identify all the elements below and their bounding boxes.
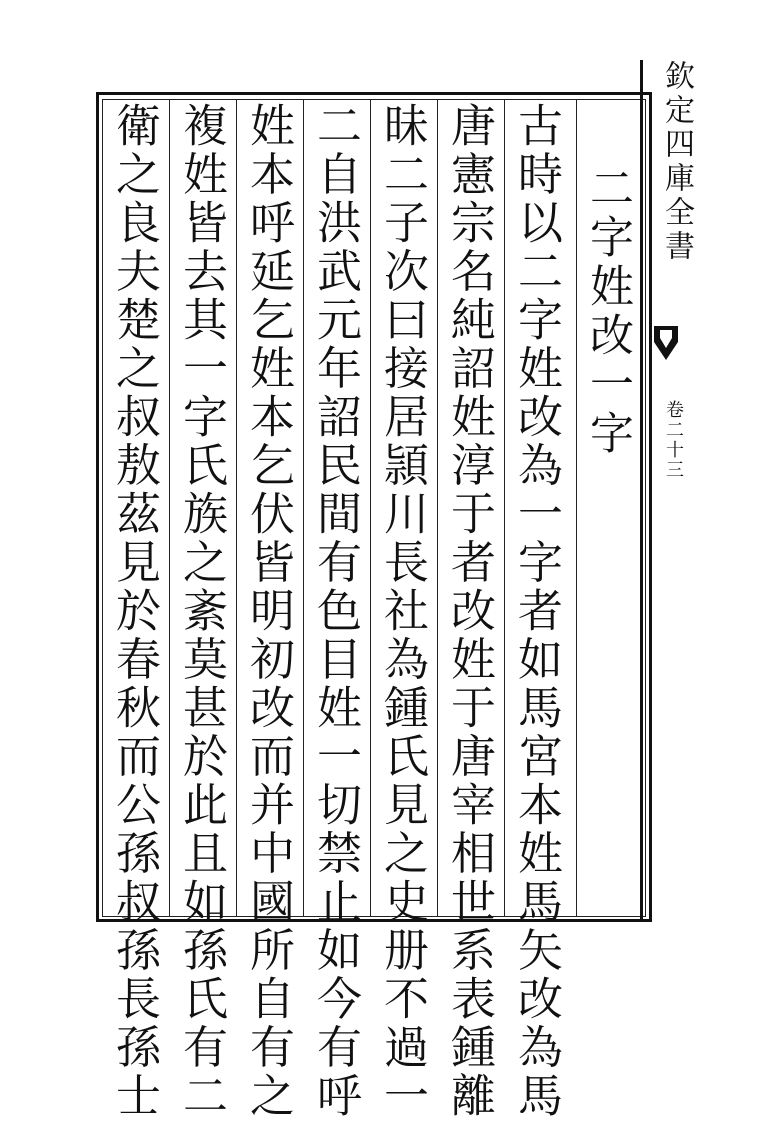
book-title: 欽定四庫全書 (659, 60, 694, 264)
column-rule (236, 99, 237, 917)
section-heading: 二字姓改一字 (582, 165, 633, 459)
column-rule (303, 99, 304, 917)
text-column: 複姓皆去其一字氏族之紊莫甚於此且如孫氏有二 (175, 102, 228, 1121)
fold-edge-rule (640, 60, 643, 920)
text-column: 唐憲宗名純詔姓淳于者改姓于唐宰相世系表鍾離 (443, 102, 496, 1121)
volume-label: 卷二十三 (663, 400, 684, 480)
text-column: 二自洪武元年詔民間有色目姓一切禁止如今有呼 (309, 102, 362, 1121)
text-column: 姓本呼延乞姓本乞伏皆明初改而并中國所自有之 (242, 102, 295, 1121)
text-column: 昧二子次曰接居頴川長社為鍾氏見之史册不過一 (376, 102, 429, 1121)
column-rule (169, 99, 170, 917)
fish-tail-mark-icon (652, 326, 680, 372)
text-column: 衛之良夫楚之叔敖茲見於春秋而公孫叔孫長孫士 (108, 102, 161, 1121)
column-rule (504, 99, 505, 917)
text-column: 古時以二字姓改為一字者如馬宮本姓馬矢改為馬 (510, 102, 563, 1121)
column-rule (370, 99, 371, 917)
column-rule (437, 99, 438, 917)
column-rule (576, 99, 577, 917)
